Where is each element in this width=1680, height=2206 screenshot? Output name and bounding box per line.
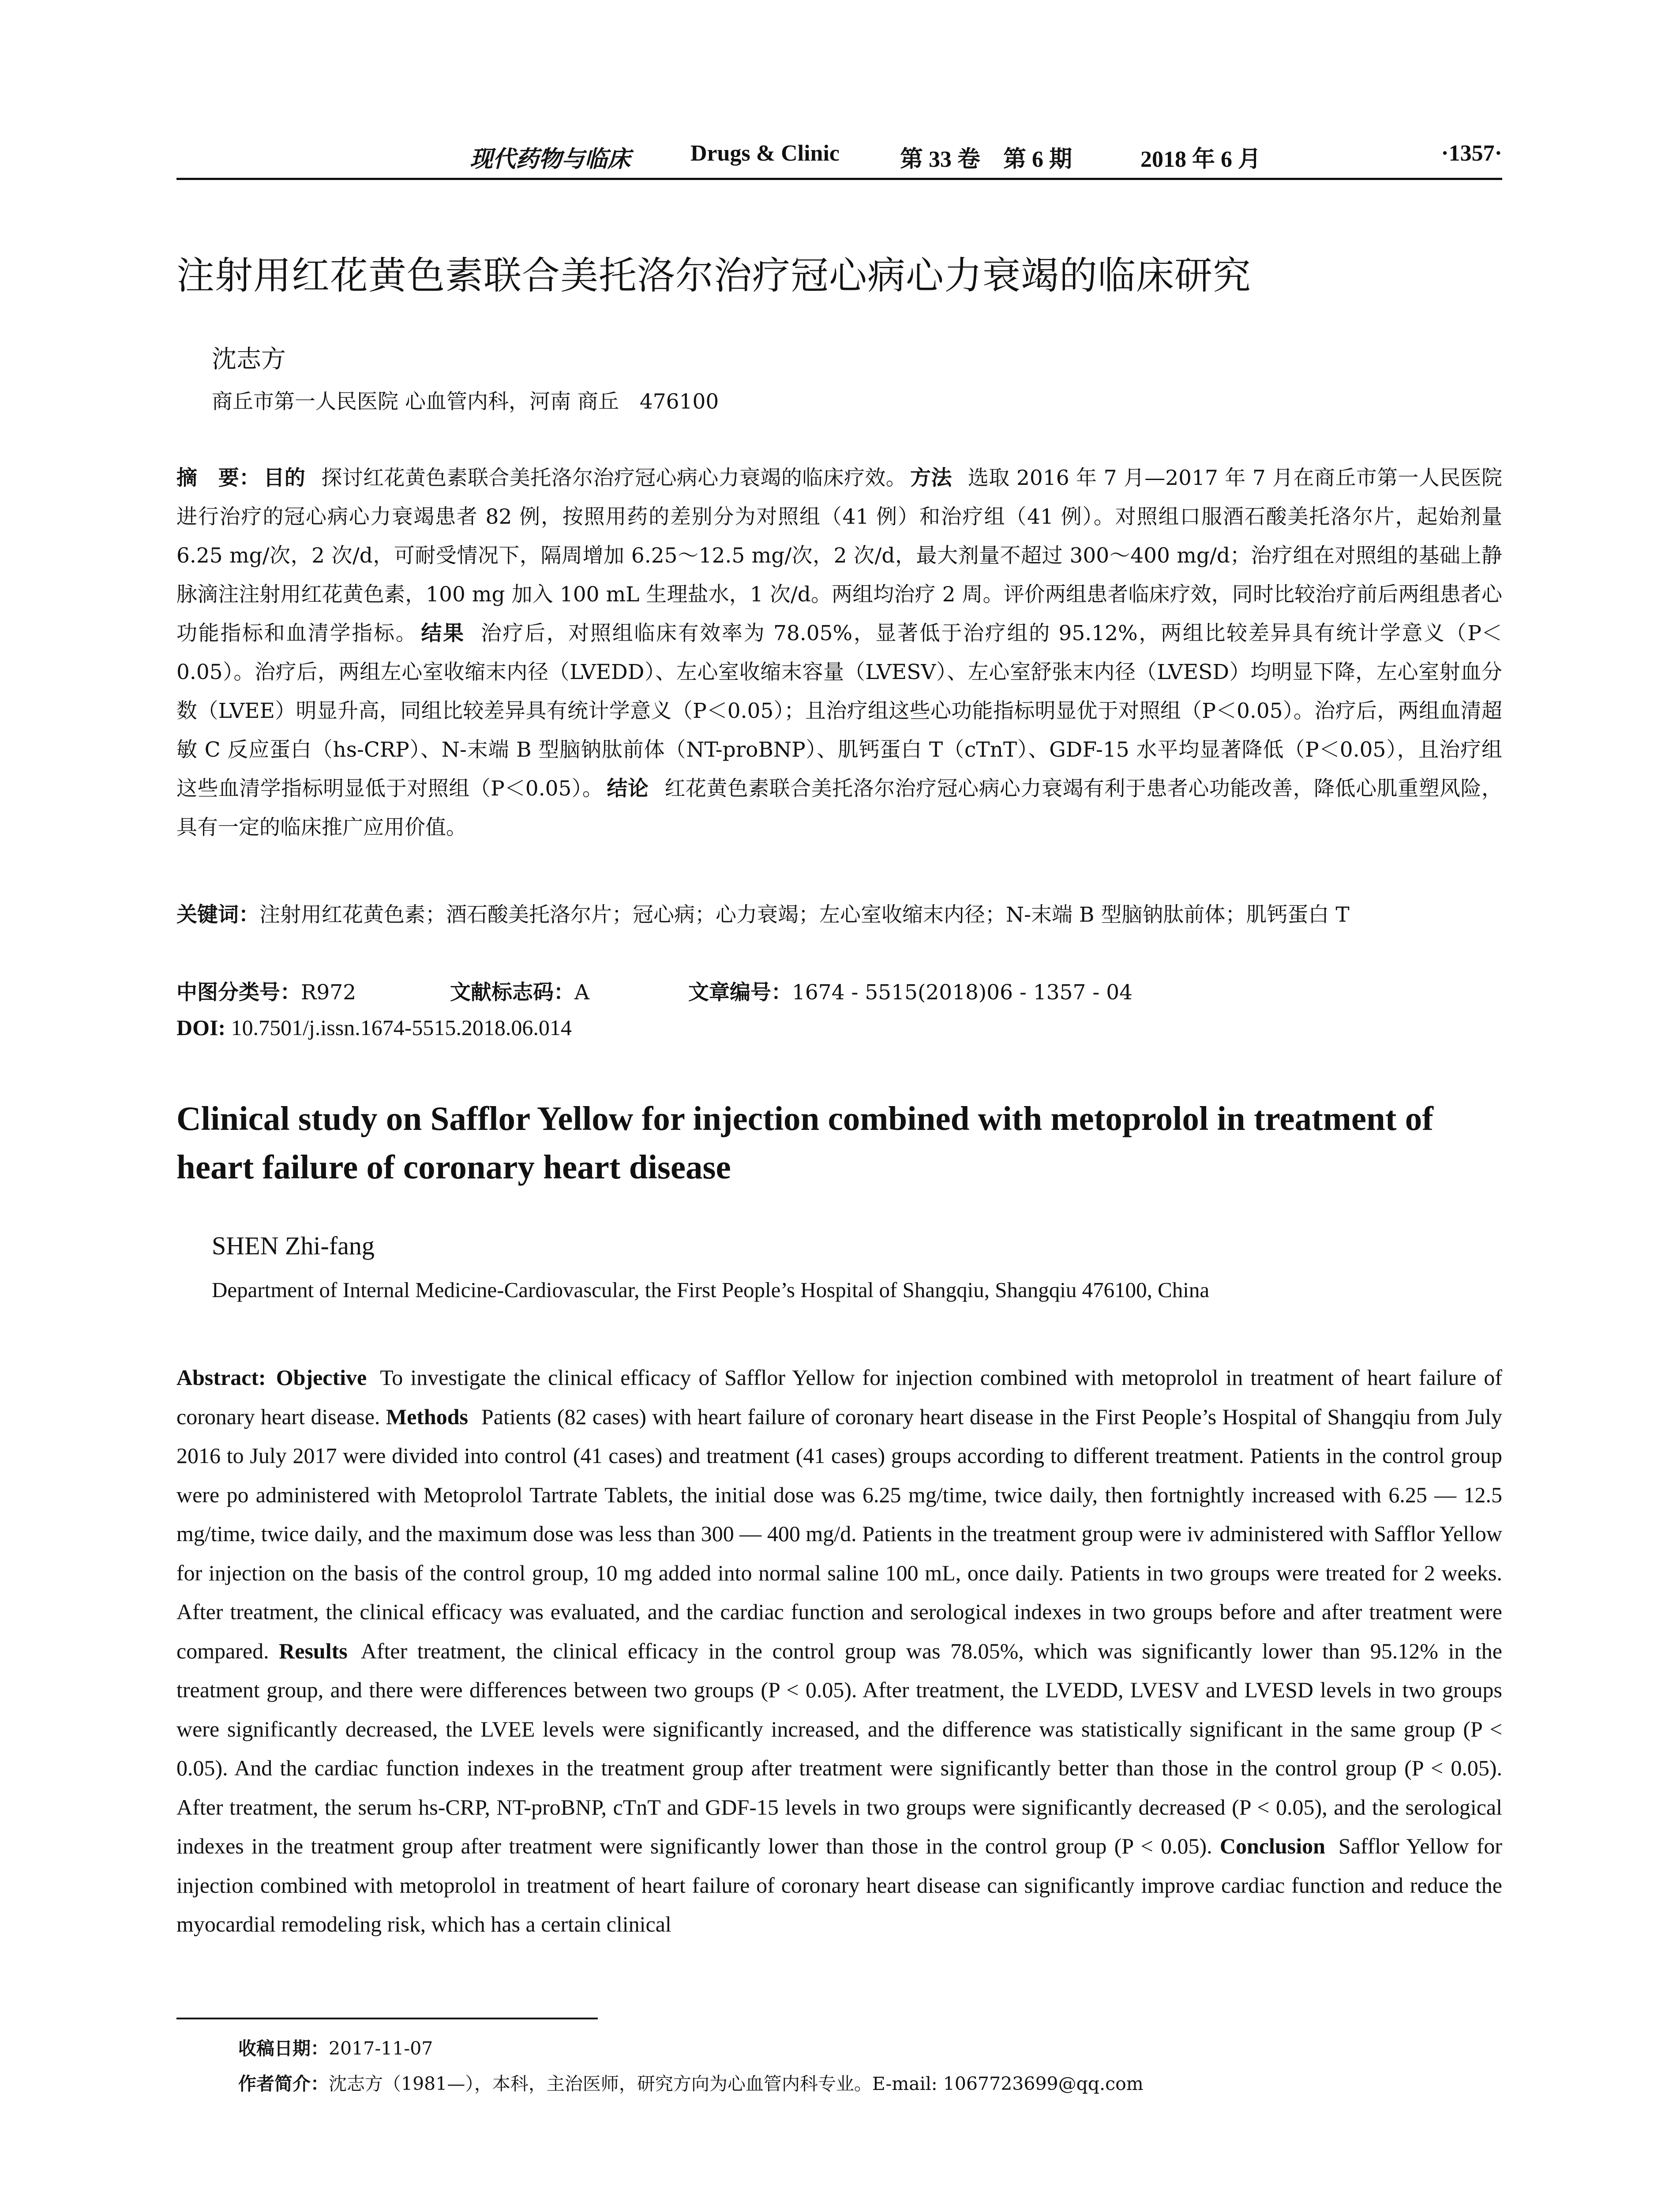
affiliation-en: Department of Internal Medicine-Cardiovascular, the First People’s Hospital of Shangqiu, Shangqiu 476100, China <box>212 1278 1210 1302</box>
methods-text-cn: 选取 2016 年 7 月—2017 年 7 月在商丘市第一人民医院进行治疗的冠心病心力衰竭患者 82 例，按照用药的差别分为对照组（41 例）和治疗组（41 例）。对照组口服酒石酸美托洛尔片，起始剂量 6.25 mg/次，2 次/d，可耐受情况下，隔周增加 6.25～12.5 mg/次，2 次/d，最大剂量不超过 300～400 mg/d；治疗组在对照组的基础上静脉滴注注射用红花黄色素，100 mg 加入 100 mL 生理盐水，1 次/d。两组均治疗 2 周。评价两组患者临床疗效，同时比较治疗前后两组患者心功能指标和血清学指标。 <box>176 466 1503 645</box>
running-header <box>176 140 1502 175</box>
author-cn: 沈志方 <box>212 345 286 374</box>
volume-issue: 第 33 卷 第 6 期 <box>900 147 1072 172</box>
footnote-received <box>238 2034 433 2060</box>
conclusion-text-cn: 红花黄色素联合美托洛尔治疗冠心病心力衰竭有利于患者心功能改善，降低心肌重塑风险，具有一定的临床推广应用价值。 <box>176 777 1503 840</box>
doi-value[interactable]: 10.7501/j.issn.1674-5515.2018.06.014 <box>231 1015 572 1040</box>
page-number: ·1357· <box>1441 141 1502 166</box>
conclusion-label-en: Conclusion <box>1219 1834 1325 1858</box>
keywords-cn <box>176 896 1502 934</box>
clc-code: R972 <box>301 980 356 1005</box>
results-label-en: Results <box>279 1638 348 1663</box>
author-en: SHEN Zhi-fang <box>212 1231 375 1260</box>
doc-code: A <box>574 980 589 1005</box>
footnote-rule <box>176 2018 598 2019</box>
article-id-label: 文章编号： <box>688 980 792 1005</box>
abstract-cn <box>176 459 1502 847</box>
affiliation-cn: 商丘市第一人民医院 心血管内科，河南 商丘 476100 <box>212 390 719 414</box>
conclusion-text-en: Safflor Yellow for injection combined with metoprolol in treatment of heart failure of coronary heart disease can significantly improve cardiac function and reduce the myocardial remodeling risk, which has a certain clinical <box>176 1834 1503 1936</box>
clc-label: 中图分类号： <box>176 980 301 1005</box>
methods-label-en: Methods <box>386 1404 468 1429</box>
article-id: 1674 - 5515(2018)06 - 1357 - 04 <box>792 980 1133 1005</box>
header-rule <box>176 178 1502 180</box>
abstract-en <box>176 1358 1502 1944</box>
conclusion-label-cn: 结论 <box>607 777 649 801</box>
received-label: 收稿日期： <box>238 2038 329 2059</box>
methods-label-cn: 方法 <box>910 466 952 490</box>
abstract-label-cn: 摘 要： <box>176 466 260 490</box>
objective-label-en: Objective <box>276 1365 367 1390</box>
doc-code-label: 文献标志码： <box>450 980 574 1005</box>
objective-text-cn: 探讨红花黄色素联合美托洛尔治疗冠心病心力衰竭的临床疗效。 <box>321 466 907 490</box>
title-en: Clinical study on Safflor Yellow for injection combined with metoprolol in treatment of heart failure of coronary heart disease <box>176 1099 1433 1186</box>
keywords-text-cn: 注射用红花黄色素；酒石酸美托洛尔片；冠心病；心力衰竭；左心室收缩末内径；N-末端 B 型脑钠肽前体；肌钙蛋白 T <box>259 903 1350 927</box>
results-text-cn: 治疗后，对照组临床有效率为 78.05%，显著低于治疗组的 95.12%，两组比较差异具有统计学意义（P＜0.05）。治疗后，两组左心室收缩末内径（LVEDD）、左心室收缩末容量（LVESV）、左心室舒张末内径（LVESD）均明显下降，左心室射血分数（LVEE）明显升高，同组比较差异具有统计学意义（P＜0.05）；且治疗组这些心功能指标明显优于对照组（P＜0.05）。治疗后，两组血清超敏 C 反应蛋白（hs-CRP）、N-末端 B 型脑钠肽前体（NT-proBNP）、肌钙蛋白 T（cTnT）、GDF-15 水平均显著降低（P＜0.05），且治疗组这些血清学指标明显低于对照组（P＜0.05）。 <box>176 621 1503 801</box>
footnote-author-bio <box>238 2069 1144 2095</box>
doi-line <box>176 1015 572 1040</box>
journal-name-en: Drugs & Clinic <box>690 141 840 166</box>
results-label-cn: 结果 <box>421 621 465 645</box>
results-text-en: After treatment, the clinical efficacy in the control group was 78.05%, which was significantly lower than 95.12% in the treatment group, and there were differences between two groups (P < 0.05). After treatment, the LVEDD, LVESV and LVESD levels in two groups were significantly decreased, the LVEE levels were significantly increased, and the difference was statistically significant in the same group (P < 0.05). And the cardiac function indexes in the treatment group after treatment were significantly better than those in the control group (P < 0.05). After treatment, the serum hs-CRP, NT-proBNP, cTnT and GDF-15 levels in two groups were significantly decreased (P < 0.05), and the serological indexes in the treatment group after treatment were significantly lower than those in the control group (P < 0.05). <box>176 1638 1502 1858</box>
author-bio-label: 作者简介： <box>238 2073 329 2094</box>
abstract-label-en: Abstract: <box>176 1365 266 1390</box>
keywords-label-cn: 关键词： <box>176 903 259 927</box>
received-date: 2017-11-07 <box>329 2038 433 2059</box>
objective-label-cn: 目的 <box>263 466 306 490</box>
title-cn: 注射用红花黄色素联合美托洛尔治疗冠心病心力衰竭的临床研究 <box>176 254 1251 298</box>
issue-date: 2018 年 6 月 <box>1140 147 1261 172</box>
journal-name-cn: 现代药物与临床 <box>470 147 631 172</box>
doi-label: DOI: <box>176 1015 226 1040</box>
objective-text-en: To investigate the clinical efficacy of Safflor Yellow for injection combined with metoprolol in treatment of heart failure of coronary heart disease. <box>176 1365 1502 1429</box>
classification-line <box>176 976 1502 1005</box>
methods-text-en: Patients (82 cases) with heart failure of coronary heart disease in the First People’s Hospital of Shangqiu from July 2016 to July 2017 were divided into control (41 cases) and treatment (41 cases) groups according to different treatment. Patients in the control group were po administered with Metoprolol Tartrate Tablets, the initial dose was 6.25 mg/time, twice daily, then fortnightly increased with 6.25 — 12.5 mg/time, twice daily, and the maximum dose was less than 300 — 400 mg/d. Patients in the treatment group were iv administered with Safflor Yellow for injection on the basis of the control group, 10 mg added into normal saline 100 mL, once daily. Patients in two groups were treated for 2 weeks. After treatment, the clinical efficacy was evaluated, and the cardiac function and serological indexes in two groups before and after treatment were compared. <box>176 1404 1502 1663</box>
author-bio: 沈志方（1981—），本科，主治医师，研究方向为心血管内科专业。E-mail: 1067723699@qq.com <box>329 2073 1144 2094</box>
